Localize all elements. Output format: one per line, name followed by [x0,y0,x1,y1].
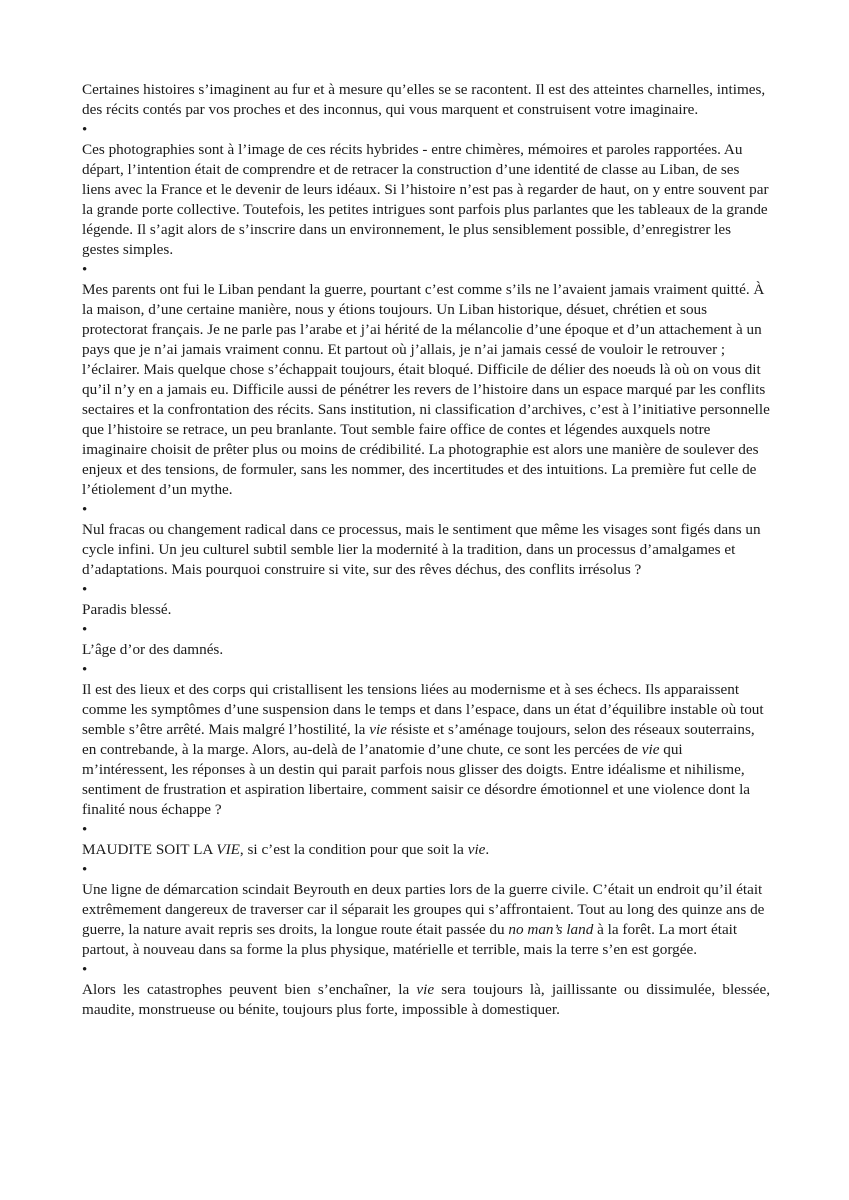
bullet-separator: • [82,122,88,138]
text-run: . [485,841,490,858]
italic-vie: vie [467,841,486,858]
text-run: sera toujours là, jaillissante ou dissimulée, blessée, maudite, monstrueuse ou bénite, toujours plus forte, impossible à domestiquer. [82,981,771,1018]
text-run: Alors les catastrophes peuvent bien s’enchaîner, la [82,981,417,998]
bullet-separator: • [82,962,88,978]
bullet-separator: • [82,822,88,838]
italic-vie: vie [416,981,435,998]
paragraph-ligne-demarcation [82,880,770,960]
text-run: Une ligne de démarcation scindait Beyrouth en deux parties lors de la guerre civile. C’était un endroit qu’il était extrêmement dangereux de traverser car il séparait les groupes qui s’affrontaient. Tout au long des quinze ans de guerre, la nature avait repris ses droits, la longue route était passée du [82,881,765,938]
text-run: résiste et s’aménage toujours, selon des réseaux souterrains, en contrebande, à la marge. Alors, au-delà de l’anatomie d’une chute, ce sont les percées de [82,721,755,758]
italic-vie: vie [369,721,387,738]
bullet-separator: • [82,622,88,638]
paragraph-age-or: L’âge d’or des damnés. [82,641,224,658]
paragraph-lieux-corps [82,680,770,820]
paragraph-photographies: Ces photographies sont à l’image de ces récits hybrides - entre chimères, mémoires et paroles rapportées. Au départ, l’intention était de comprendre et de retracer la construction d’une identité de classe au Liban, de ses liens avec la France et le devenir de leurs idéaux. Si l’histoire n’est pas à regarder de haut, on y entre souvent par la grande porte collective. Toutefois, les petites intrigues sont parfois plus parlantes que les tableaux de la grande légende. Il s’agit alors de s’inscrire dans un environnement, le plus sensiblement possible, d’enregistrer les gestes simples. [82,141,769,258]
bullet-separator: • [82,862,88,878]
paragraph-nul-fracas: Nul fracas ou changement radical dans ce processus, mais le sentiment que même les visages sont figés dans un cycle infini. Un jeu culturel subtil semble lier la modernité à la tradition, dans un processus d’amalgames et d’adaptations. Mais pourquoi construire si vite, sur des rêves déchus, des conflits irrésolus ? [82,521,761,578]
text-run: , si c’est la condition pour que soit la [239,841,468,858]
bullet-separator: • [82,502,88,518]
italic-vie: vie [641,741,660,758]
text-run: qui m’intéressent, les réponses à un destin qui parait parfois nous glisser des doigts. Entre idéalisme et nihilisme, sentiment de frustration et aspiration libertaire, comment saisir ce désordre émotionnel et une violence dont la finalité nous échappe ? [82,741,751,818]
paragraph-maudite [82,840,770,860]
paragraph-catastrophes [82,980,770,1020]
italic-vie-caps: VIE [216,841,240,858]
italic-no-mans-land: no man’s land [508,921,594,938]
document-body [82,80,770,1020]
text-run: à la forêt. La mort était partout, à nouveau dans sa forme la plus physique, matérielle et terrible, mais la terre s’en est gorgée. [82,921,738,958]
bullet-separator: • [82,662,88,678]
paragraph-paradis-blesse: Paradis blessé. [82,601,172,618]
paragraph-parents: Mes parents ont fui le Liban pendant la guerre, pourtant c’est comme s’ils ne l’avaient jamais vraiment quitté. À la maison, d’une certaine manière, nous y étions toujours. Un Liban historique, désuet, chrétien et sous protectorat français. Je ne parle pas l’arabe et j’ai hérité de la mélancolie d’une époque et d’un attachement à un pays que je n’ai jamais vraiment connu. Et partout où j’allais, je n’ai jamais cessé de vouloir le retrouver ; l’éclairer. Mais quelque chose s’échappait toujours, était bloqué. Difficile de délier des noeuds là où on vous dit qu’il n’y en a jamais eu. Difficile aussi de pénétrer les revers de l’histoire dans un espace marqué par les conflits sectaires et la confrontation des récits. Sans institution, ni classification d’archives, c’est à l’initiative personnelle que l’histoire se retrace, un peu branlante. Tout semble faire office de contes et légendes auxquels notre imaginaire choisit de prêter plus ou moins de crédibilité. La photographie est alors une manière de soulever des enjeux et des tensions, de formuler, sans les nommer, des incertitudes et des intuitions. La première fut celle de l’étiolement d’un mythe. [82,281,770,498]
text-run: MAUDITE SOIT LA [82,841,217,858]
paragraph-intro: Certaines histoires s’imaginent au fur et à mesure qu’elles se se racontent. Il est des atteintes charnelles, intimes, des récits contés par vos proches et des inconnus, qui vous marquent et construisent votre imaginaire. [82,81,766,118]
bullet-separator: • [82,582,88,598]
text-run: Il est des lieux et des corps qui cristallisent les tensions liées au modernisme et à ses échecs. Ils apparaissent comme les symptômes d’une suspension dans le temps et dans l’espace, dans un état d’équilibre instable où tout semble s’être arrêté. Mais malgré l’hostilité, la [82,681,764,738]
bullet-separator: • [82,262,88,278]
